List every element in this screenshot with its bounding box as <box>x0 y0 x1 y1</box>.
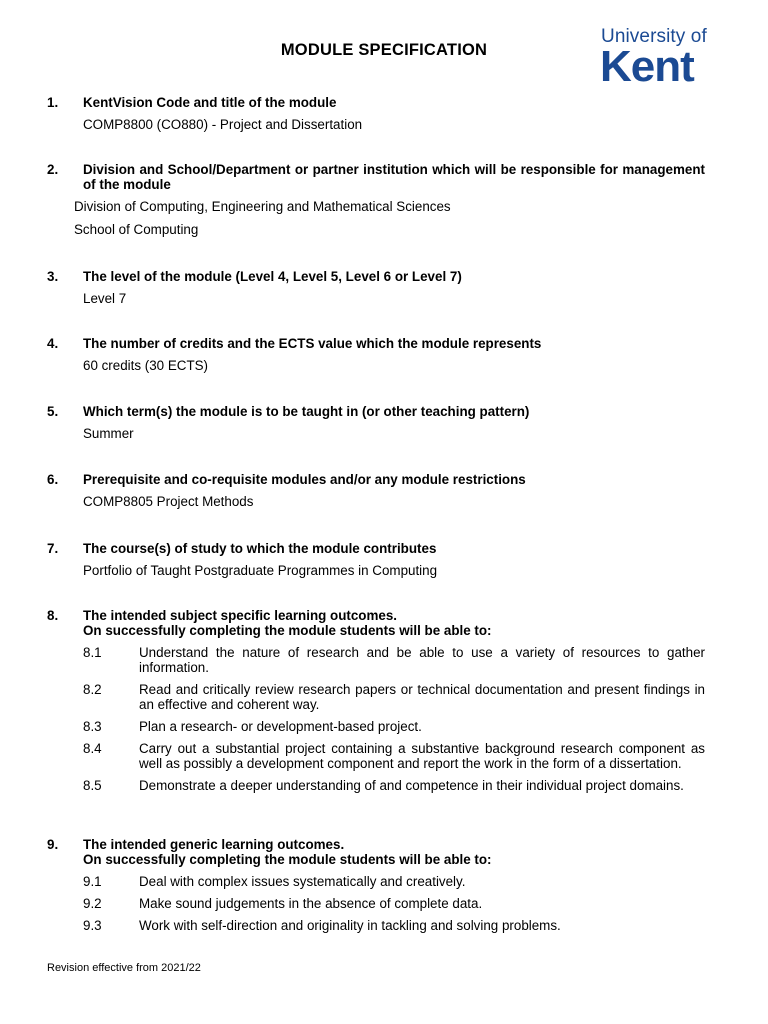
outcome-text: Plan a research- or development-based project. <box>139 719 422 734</box>
section-value: Summer <box>83 426 134 441</box>
outcome-number: 8.3 <box>83 719 102 734</box>
section-3 <box>47 269 705 306</box>
section-value: Division of Computing, Engineering and Mathematical Sciences <box>74 199 451 214</box>
outcome-item <box>47 874 705 889</box>
section-1 <box>47 95 705 132</box>
outcome-text: Read and critically review research papers or technical documentation and present findings in an effective and coherent way. <box>139 682 705 712</box>
outcome-text: Deal with complex issues systematically and creatively. <box>139 874 466 889</box>
university-of-kent-logo <box>600 26 721 91</box>
section-subheading: On successfully completing the module students will be able to: <box>83 852 492 867</box>
section-value: COMP8805 Project Methods <box>83 494 254 509</box>
section-number: 6. <box>47 472 59 487</box>
section-7 <box>47 541 705 578</box>
section-value: 60 credits (30 ECTS) <box>83 358 209 373</box>
section-heading: The course(s) of study to which the module contributes <box>83 541 437 556</box>
section-heading: The intended generic learning outcomes. <box>83 837 345 852</box>
outcome-item <box>47 896 705 911</box>
section-subheading: On successfully completing the module students will be able to: <box>83 623 492 638</box>
section-heading: Which term(s) the module is to be taught in (or other teaching pattern) <box>83 404 530 419</box>
outcome-text: Make sound judgements in the absence of complete data. <box>139 896 483 911</box>
section-4 <box>47 336 705 373</box>
page-title: MODULE SPECIFICATION <box>280 41 488 59</box>
outcome-item <box>47 719 705 734</box>
outcome-item <box>47 918 705 933</box>
section-2 <box>47 162 705 237</box>
section-5 <box>47 404 705 441</box>
outcome-number: 8.5 <box>83 778 102 793</box>
section-number: 7. <box>47 541 59 556</box>
section-number: 2. <box>47 162 59 177</box>
section-number: 4. <box>47 336 59 351</box>
outcome-number: 9.3 <box>83 918 102 933</box>
section-number: 1. <box>47 95 59 110</box>
section-value: Level 7 <box>83 291 127 306</box>
outcome-item <box>47 778 705 793</box>
outcome-item <box>47 645 705 675</box>
section-number: 5. <box>47 404 59 419</box>
section-6 <box>47 472 705 509</box>
section-number: 8. <box>47 608 59 623</box>
section-heading: Prerequisite and co-requisite modules and/or any module restrictions <box>83 472 526 487</box>
outcome-number: 9.1 <box>83 874 102 889</box>
outcome-text: Work with self-direction and originality in tackling and solving problems. <box>139 918 561 933</box>
outcome-text: Understand the nature of research and be able to use a variety of resources to gather information. <box>139 645 705 675</box>
outcome-item <box>47 741 705 771</box>
section-heading: The intended subject specific learning outcomes. <box>83 608 398 623</box>
logo-line-1: University of <box>601 26 707 47</box>
outcome-number: 8.2 <box>83 682 102 697</box>
section-heading: The number of credits and the ECTS value which the module represents <box>83 336 542 351</box>
section-value: School of Computing <box>74 222 199 237</box>
outcome-number: 8.4 <box>83 741 102 756</box>
outcome-number: 9.2 <box>83 896 102 911</box>
section-heading: Division and School/Department or partner institution which will be responsible for management of the module <box>83 162 705 192</box>
logo-line-2: Kent <box>600 42 694 91</box>
section-heading: The level of the module (Level 4, Level 5, Level 6 or Level 7) <box>83 269 462 284</box>
section-value: COMP8800 (CO880) - Project and Dissertation <box>83 117 363 132</box>
outcome-text: Carry out a substantial project containing a substantive background research component as well as possibly a development component and report the work in the form of a dissertation. <box>139 741 705 771</box>
section-9 <box>47 837 705 933</box>
section-8 <box>47 608 705 793</box>
outcome-text: Demonstrate a deeper understanding of and competence in their individual project domains. <box>139 778 684 793</box>
section-value: Portfolio of Taught Postgraduate Programmes in Computing <box>83 563 438 578</box>
outcome-number: 8.1 <box>83 645 102 660</box>
revision-footer: Revision effective from 2021/22 <box>47 962 201 974</box>
outcome-item <box>47 682 705 712</box>
section-heading: KentVision Code and title of the module <box>83 95 337 110</box>
section-number: 9. <box>47 837 59 852</box>
section-number: 3. <box>47 269 59 284</box>
